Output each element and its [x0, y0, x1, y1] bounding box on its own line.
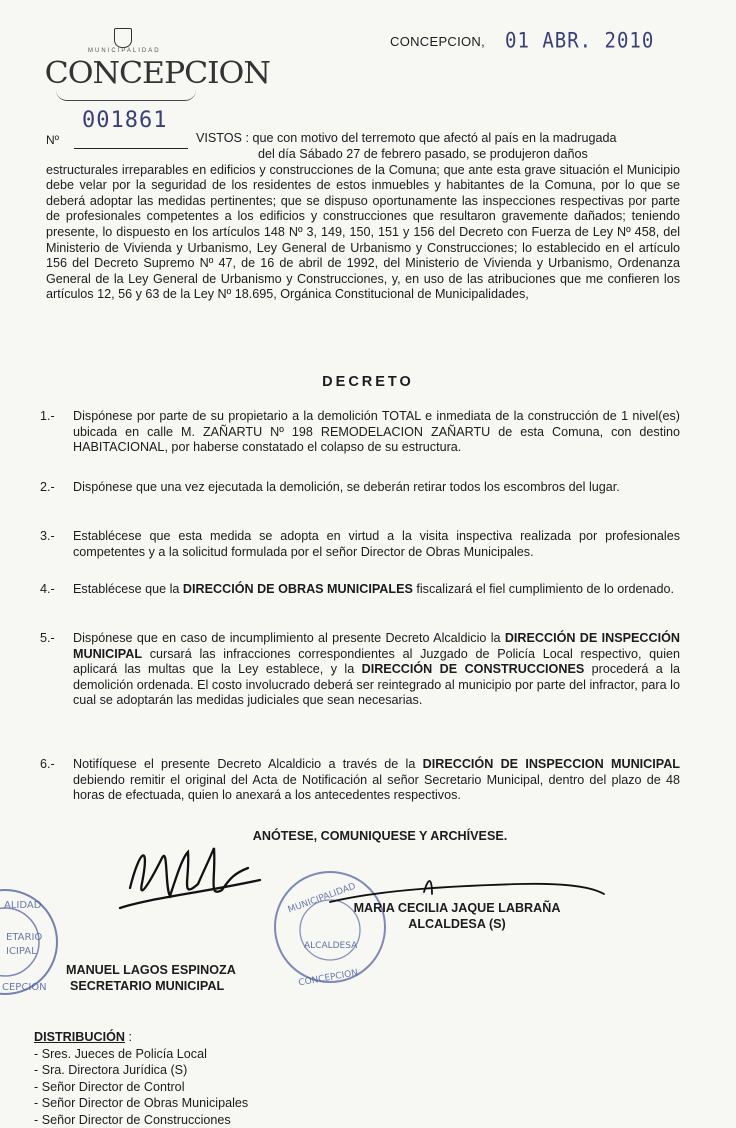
item-number: 2.- [40, 480, 55, 494]
item-text: Establécese que esta medida se adopta en virtud a la visita inspectiva realizada por profesionales competentes y a la solicitud formulada por el señor Director de Obras Municipales. [73, 529, 680, 560]
distribution-item: - Señor Director de Control [34, 1079, 434, 1096]
stamp-text: CONCEPCION [298, 968, 359, 988]
city-label: CONCEPCION, [390, 34, 485, 49]
item-number: 5.- [40, 631, 55, 645]
stamp-text: ALCALDESA [304, 941, 358, 951]
item-number: 4.- [40, 582, 55, 596]
decreto-title: DECRETO [0, 374, 736, 390]
item-number: 1.- [40, 409, 55, 423]
secretary-stamp [0, 882, 70, 1002]
secretary-name: MANUEL LAGOS ESPINOZA [66, 962, 266, 978]
closing-phrase: ANÓTESE, COMUNIQUESE Y ARCHÍVESE. [0, 829, 736, 843]
decree-item-3 [40, 529, 680, 560]
bold-text: DIRECCIÓN DE INSPECCIÓN MUNICIPAL [73, 631, 680, 661]
item-number: 3.- [40, 529, 55, 543]
stamp-text: ICIPAL [6, 946, 37, 957]
logo-swash [56, 90, 196, 101]
stamp-text: MUNICIPALIDAD [287, 882, 357, 916]
number-label: Nº [46, 133, 59, 147]
logo-text: CONCEPCION [45, 56, 270, 91]
item-text: Dispónese por parte de su propietario a la demolición TOTAL e inmediata de la construcción de 1 nivel(es) ubicada en calle M. ZAÑARTU Nº 198 REMODELACION ZAÑARTU de esta Comuna, con destino HABITACIONAL, por haberse constatado el colapso de su estructura. [73, 409, 680, 456]
vistos-heading-line: VISTOS : que con motivo del terremoto que afectó al país en la madrugada [196, 131, 680, 147]
stamp-text: ETARIO [6, 932, 42, 943]
bold-text: DIRECCIÓN DE CONSTRUCCIONES [362, 662, 585, 676]
distribution-item: - Sres. Jueces de Policía Local [34, 1046, 434, 1063]
decree-item-6 [40, 757, 680, 804]
date-stamp: 01 ABR. 2010 [505, 29, 654, 53]
secretary-signature [110, 838, 290, 918]
bold-text: DIRECCIÓN DE INSPECCION MUNICIPAL [423, 757, 680, 771]
coat-of-arms-icon [114, 28, 132, 48]
alcaldesa-title: ALCALDESA (S) [342, 916, 572, 932]
secretary-signature-block [66, 962, 266, 994]
distribution-item: - Señor Director de Construcciones [34, 1112, 434, 1128]
distribution-item: - Señor Director de Obras Municipales [34, 1095, 434, 1112]
vistos-line-2: del día Sábado 27 de febrero pasado, se produjeron daños [46, 147, 680, 163]
decree-item-5 [40, 631, 680, 709]
stamp-text: CEPCION [2, 982, 47, 993]
vistos-body [46, 147, 680, 303]
item-text: Dispónese que una vez ejecutada la demolición, se deberán retirar todos los escombros del lugar. [73, 480, 680, 496]
secretary-title: SECRETARIO MUNICIPAL [66, 978, 266, 994]
item-number: 6.- [40, 757, 55, 771]
vistos-text: estructurales irreparables en edificios y construcciones de la Comuna; que ante esta grave situación el Municipio debe velar por la seguridad de los residentes de estos inmuebles y habitantes de la Comuna, por lo que se deberá adoptar las medidas pertinentes; que se dispuso oportunamente las inspecciones respectivas por parte de profesionales competentes a los edificios y construcciones que resultaron gravemente dañados; teniendo presente, lo dispuesto en los artículos 148 Nº 3, 149, 150, 151 y 156 del Decreto con Fuerza de Ley Nº 458, del Ministerio de Vivienda y Urbanismo, Ley General de Urbanismo y Construcciones; lo establecido en el artículo 156 del Decreto Supremo Nº 47, de 16 de abril de 1992, del Ministerio de Vivienda y Urbanismo, Ordenanza General de la Ley General de Urbanismo y Construcciones, y, en uso de las atribuciones que me confieren los artículos 12, 56 y 63 de la Ley Nº 18.695, Orgánica Constitucional de Municipalidades, [46, 163, 680, 303]
decree-item-4 [40, 582, 680, 598]
decree-item-2 [40, 480, 680, 496]
stamp-text: ALIDAD [4, 900, 42, 911]
item-text: Establécese que la DIRECCIÓN DE OBRAS MUNICIPALES fiscalizará el fiel cumplimiento de lo ordenado. [73, 582, 680, 598]
logo-small-text: MUNICIPALIDAD [88, 48, 161, 54]
distribution-list: DISTRIBUCIÓN : - Sres. Jueces de Policía Local - Sra. Directora Jurídica (S) - Señor Director de Control - Señor Director de Obras Municipales - Señor Director de Construcciones [34, 1029, 434, 1128]
bold-text: DIRECCIÓN DE OBRAS MUNICIPALES [183, 582, 413, 596]
decree-number-stamp: 001861 [82, 108, 167, 133]
municipal-logo [48, 28, 208, 108]
distribution-item: - Sra. Directora Jurídica (S) [34, 1062, 434, 1079]
item-text: Notifíquese el presente Decreto Alcaldicio a través de la DIRECCIÓN DE INSPECCION MUNICIPAL debiendo remitir el original del Acta de Notificación al señor Secretario Municipal, dentro del plazo de 48 horas de efectuada, quien lo anexará a los antecedentes respectivos. [73, 757, 680, 804]
decree-item-1 [40, 409, 680, 456]
alcaldesa-signature-block [342, 900, 572, 932]
distribution-heading: DISTRIBUCIÓN [34, 1030, 125, 1044]
alcaldesa-name: MARIA CECILIA JAQUE LABRAÑA [342, 900, 572, 916]
item-text: Dispónese que en caso de incumplimiento al presente Decreto Alcaldicio la DIRECCIÓN DE INSPECCIÓN MUNICIPAL cursará las infracciones correspondientes al Juzgado de Policía Local respectivo, quien aplicará las multas que la Ley establece, y la DIRECCIÓN DE CONSTRUCCIONES procederá a la demolición ordenada. El costo involucrado deberá ser reintegrado al municipio por parte del infractor, para lo cual se adoptarán las medidas judiciales que sean necesarias. [73, 631, 680, 709]
